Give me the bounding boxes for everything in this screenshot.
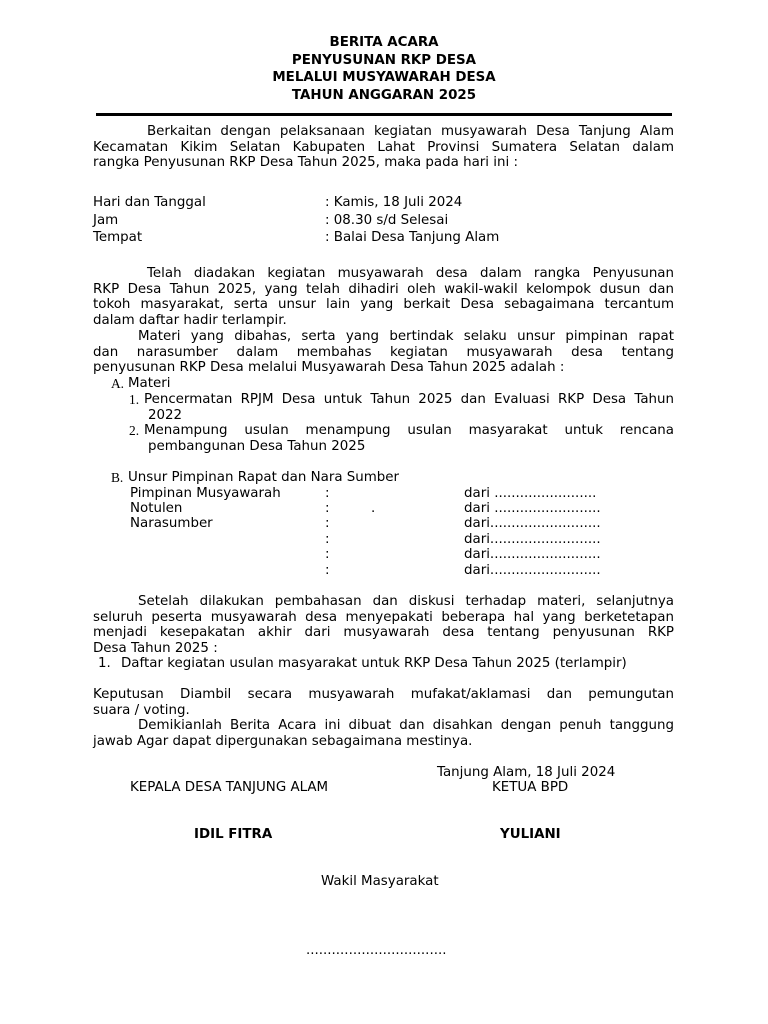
signature-right-title: KETUA BPD bbox=[492, 780, 569, 795]
para5-line-2: jawab Agar dapat dipergunakan sebagaimana mestinya. bbox=[93, 733, 473, 749]
para3-line-4: Desa Tahun 2025 : bbox=[93, 640, 218, 656]
para1-line-1: Telah diadakan kegiatan musyawarah desa dalam rangka Penyusunan bbox=[147, 266, 674, 281]
para1-line-4: dalam daftar hadir terlampir. bbox=[93, 312, 287, 328]
detail-value-place: : Balai Desa Tanjung Alam bbox=[325, 230, 500, 245]
section-a-item-1-line-1: Pencermatan RPJM Desa untuk Tahun 2025 dan Evaluasi RKP Desa Tahun bbox=[144, 392, 674, 407]
para3-line-1: Setelah dilakukan pembahasan dan diskusi terhadap materi, selanjutnya bbox=[138, 594, 674, 609]
section-a-marker: A. bbox=[111, 376, 125, 391]
para4-line-1: Keputusan Diambil secara musyawarah mufakat/aklamasi dan pemungutan bbox=[93, 687, 674, 702]
signature-left-name: IDIL FITRA bbox=[194, 827, 273, 842]
section-a-item-1-number: 1. bbox=[129, 392, 140, 407]
section-a-item-1 bbox=[144, 392, 674, 423]
para5-line-1: Demikianlah Berita Acara ini dibuat dan disahkan dengan penuh tanggung bbox=[138, 718, 674, 733]
narasumber-colon-1: : bbox=[325, 516, 330, 531]
signature-center-name: ................................. bbox=[306, 943, 447, 958]
detail-value-time: : 08.30 s/d Selesai bbox=[325, 213, 449, 228]
detail-label-time: Jam bbox=[93, 213, 119, 228]
para2-line-2: dan narasumber dalam membahas kegiatan musyawarah desa tentang bbox=[93, 344, 674, 360]
notulen-origin: dari ......................... bbox=[464, 501, 601, 516]
para1-line-2: RKP Desa Tahun 2025, yang telah dihadiri oleh wakil-wakil kelompok dusun dan bbox=[93, 281, 674, 297]
section-a-item-2-line-2: pembangunan Desa Tahun 2025 bbox=[148, 438, 366, 454]
detail-value-date: : Kamis, 18 Juli 2024 bbox=[325, 195, 463, 210]
signature-right-name: YULIANI bbox=[500, 827, 561, 842]
para1-line-3: tokoh masyarakat, serta unsur lain yang berkait Desa sebagaimana tercantum bbox=[93, 297, 674, 313]
para3-line-2: seluruh peserta musyawarah desa menyepakati beberapa hal yang berketetapan bbox=[93, 609, 674, 625]
leader-colon: : bbox=[325, 486, 330, 501]
narasumber-origin-1: dari.......................... bbox=[464, 516, 601, 531]
narasumber-colon-2: : bbox=[325, 532, 330, 547]
doc-title-line4: TAHUN ANGGARAN 2025 bbox=[291, 88, 477, 103]
doc-title-line3: MELALUI MUSYAWARAH DESA bbox=[272, 70, 496, 85]
section-a-item-1-line-2: 2022 bbox=[148, 407, 183, 423]
section-b-marker: B. bbox=[111, 470, 124, 485]
narasumber-label: Narasumber bbox=[130, 516, 213, 531]
notulen-dot: . bbox=[371, 501, 376, 516]
attendance-paragraph bbox=[93, 266, 674, 328]
leader-origin: dari ........................ bbox=[464, 486, 597, 501]
narasumber-origin-3: dari.......................... bbox=[464, 547, 601, 562]
signature-center-title: Wakil Masyarakat bbox=[321, 874, 439, 889]
para3-line-3: menjadi kesepakatan akhir dari musyawarah desa tentang penyusunan RKP bbox=[93, 625, 674, 641]
intro-paragraph bbox=[93, 124, 674, 171]
intro-line-2: Kecamatan Kikim Selatan Kabupaten Lahat Provinsi Sumatera Selatan dalam bbox=[93, 139, 674, 155]
closing-paragraph bbox=[93, 718, 674, 749]
section-a-item-2 bbox=[144, 423, 674, 454]
para4-line-2: suara / voting. bbox=[93, 702, 190, 718]
intro-line-1: Berkaitan dengan pelaksanaan kegiatan musyawarah Desa Tanjung Alam bbox=[147, 124, 674, 139]
narasumber-colon-4: : bbox=[325, 563, 330, 578]
materials-paragraph bbox=[93, 329, 674, 376]
intro-line-3: rangka Penyusunan RKP Desa Tahun 2025, maka pada hari ini : bbox=[93, 155, 518, 171]
notulen-colon: : bbox=[325, 501, 330, 516]
section-b-title: Unsur Pimpinan Rapat dan Nara Sumber bbox=[128, 470, 400, 485]
narasumber-origin-4: dari.......................... bbox=[464, 563, 601, 578]
doc-title-line2: PENYUSUNAN RKP DESA bbox=[291, 53, 477, 68]
para2-line-3: penyusunan RKP Desa melalui Musyawarah Desa Tahun 2025 adalah : bbox=[93, 360, 565, 376]
notulen-label: Notulen bbox=[130, 501, 183, 516]
para2-line-1: Materi yang dibahas, serta yang bertindak selaku unsur pimpinan rapat bbox=[138, 329, 674, 344]
leader-label: Pimpinan Musyawarah bbox=[130, 486, 281, 501]
section-a-title: Materi bbox=[128, 376, 171, 391]
doc-title-line1: BERITA ACARA bbox=[329, 35, 439, 50]
signature-place-date: Tanjung Alam, 18 Juli 2024 bbox=[437, 765, 616, 780]
detail-label-date: Hari dan Tanggal bbox=[93, 195, 206, 210]
header-rule bbox=[96, 113, 672, 116]
section-a-item-2-line-1: Menampung usulan menampung usulan masyarakat untuk rencana bbox=[144, 423, 674, 438]
section-a-item-2-number: 2. bbox=[129, 423, 140, 438]
agreement-paragraph bbox=[93, 594, 674, 656]
agreement-item-number: 1. bbox=[98, 656, 111, 671]
narasumber-origin-2: dari.......................... bbox=[464, 532, 601, 547]
detail-label-place: Tempat bbox=[93, 230, 143, 245]
narasumber-colon-3: : bbox=[325, 547, 330, 562]
signature-left-title: KEPALA DESA TANJUNG ALAM bbox=[130, 780, 329, 795]
decision-paragraph bbox=[93, 687, 674, 718]
agreement-item-text: Daftar kegiatan usulan masyarakat untuk RKP Desa Tahun 2025 (terlampir) bbox=[121, 656, 627, 671]
